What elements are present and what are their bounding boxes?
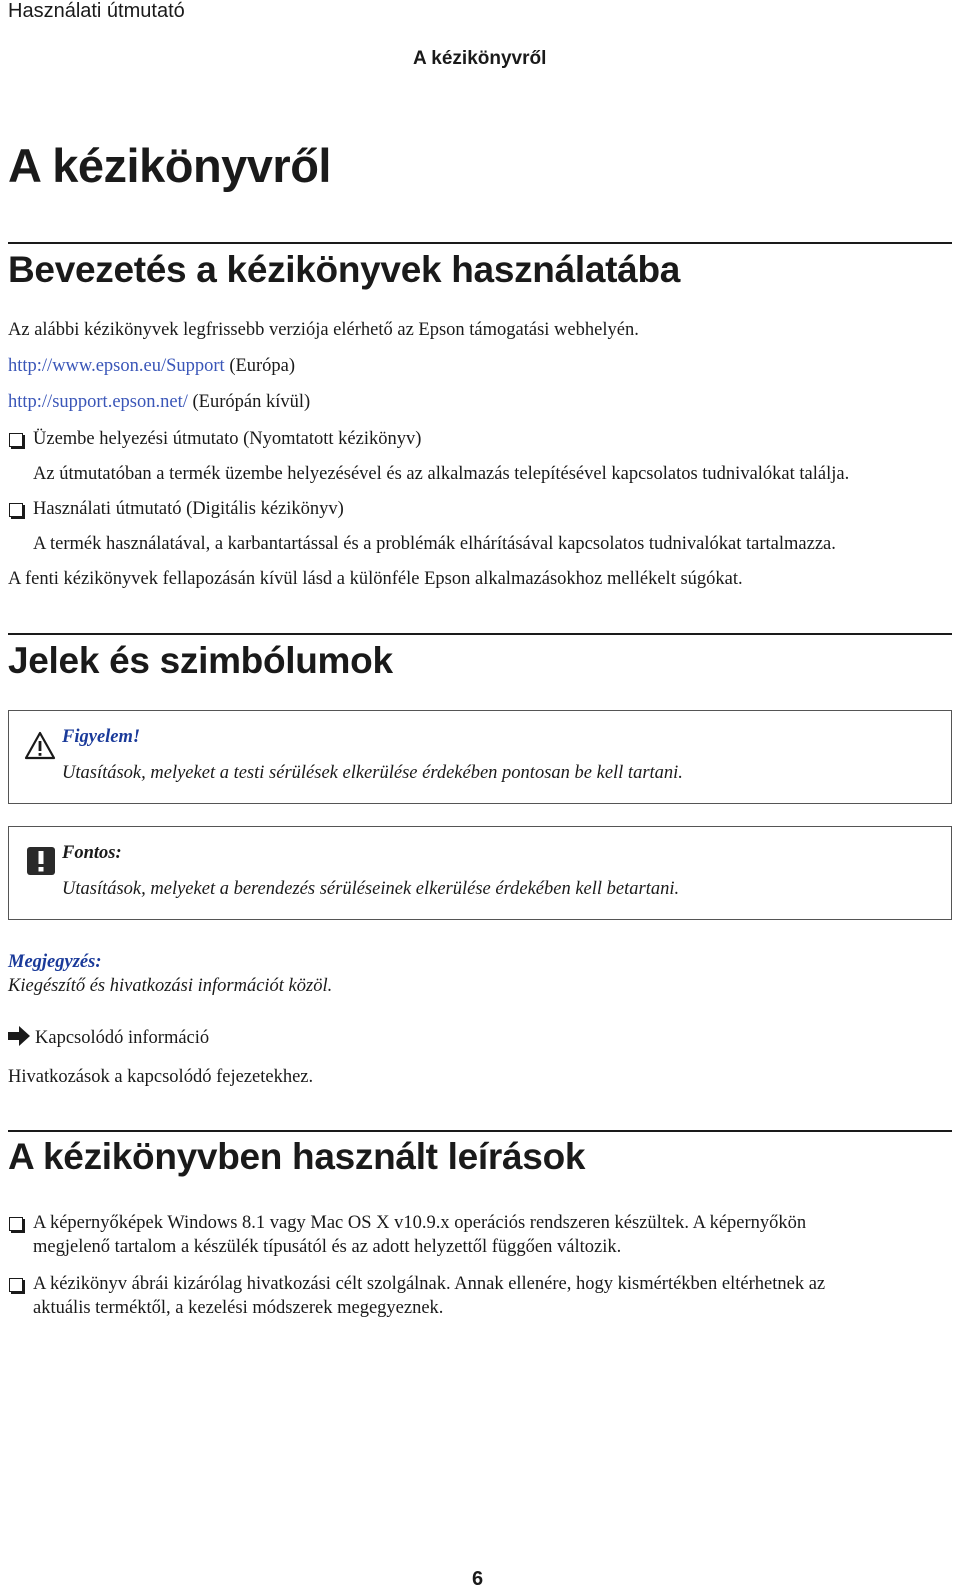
warning-box (8, 710, 952, 804)
related-info-title: Kapcsolódó információ (35, 1028, 210, 1048)
convention-item-line: aktuális terméktől, a kezelési módszerek megegyeznek. (33, 1298, 444, 1318)
section-divider (8, 1130, 952, 1132)
related-info-text: Hivatkozások a kapcsolódó fejezetekhez. (8, 1067, 314, 1087)
important-text: Utasítások, melyeket a berendezés sérüléseinek elkerülése érdekében kell betartani. (62, 879, 680, 899)
important-box (8, 826, 952, 920)
important-exclamation-icon (27, 847, 55, 875)
section-heading-conventions: A kézikönyvben használt leírások (8, 1136, 586, 1177)
support-link-row-europe (8, 354, 295, 378)
checkbox-bullet-icon (9, 433, 23, 447)
manual-item-desc: A termék használatával, a karbantartással és a problémák elhárításával kapcsolatos tudnivalókat tartalmazza. (33, 534, 836, 554)
support-link-europe[interactable]: http://www.epson.eu/Support (8, 356, 225, 376)
convention-item-line: A kézikönyv ábrái kizárólag hivatkozási célt szolgálnak. Annak ellenére, hogy kismértékben eltérhetnek az (33, 1274, 826, 1294)
important-title: Fontos: (62, 843, 122, 863)
page-number: 6 (472, 1568, 484, 1590)
checkbox-bullet-icon (9, 503, 23, 517)
support-link-other[interactable]: http://support.epson.net/ (8, 392, 188, 412)
manual-item-title: Üzembe helyezési útmutato (Nyomtatott kézikönyv) (33, 429, 422, 449)
checkbox-bullet-icon (9, 1217, 23, 1231)
support-link-row-other (8, 390, 310, 414)
running-header-title: Használati útmutató (8, 0, 185, 22)
manual-item-title: Használati útmutató (Digitális kézikönyv) (33, 499, 344, 519)
warning-title: Figyelem! (62, 727, 141, 747)
convention-item-line: megjelenő tartalom a készülék típusától és az adott helyzettől függően változik. (33, 1237, 622, 1257)
note-text: Kiegészítő és hivatkozási információt közöl. (8, 976, 333, 996)
warning-text: Utasítások, melyeket a testi sérülések elkerülése érdekében pontosan be kell tartani. (62, 763, 683, 783)
section-heading-symbols: Jelek és szimbólumok (8, 640, 393, 681)
warning-triangle-icon (24, 731, 56, 760)
section-heading-intro: Bevezetés a kézikönyvek használatába (8, 249, 681, 290)
page-title: A kézikönyvről (8, 139, 331, 192)
convention-item-line: A képernyőképek Windows 8.1 vagy Mac OS X v10.9.x operációs rendszeren készültek. A képernyőkön (33, 1213, 807, 1233)
checkbox-bullet-icon (9, 1278, 23, 1292)
support-link-other-note: (Európán kívül) (187, 392, 311, 412)
intro-text: Az alábbi kézikönyvek legfrissebb verziója elérhető az Epson támogatási webhelyén. (8, 320, 639, 340)
section-divider (8, 633, 952, 635)
running-header-section: A kézikönyvről (413, 48, 547, 69)
note-title: Megjegyzés: (8, 952, 102, 972)
section-divider (8, 242, 952, 244)
manual-item-desc: Az útmutatóban a termék üzembe helyezésével és az alkalmazás telepítésével kapcsolatos tudnivalókat találja. (33, 464, 850, 484)
support-link-europe-note: (Európa) (224, 356, 296, 376)
intro-footer-text: A fenti kézikönyvek fellapozásán kívül lásd a különféle Epson alkalmazásokhoz mellékelt súgókat. (8, 569, 743, 589)
arrow-right-icon (8, 1026, 30, 1046)
